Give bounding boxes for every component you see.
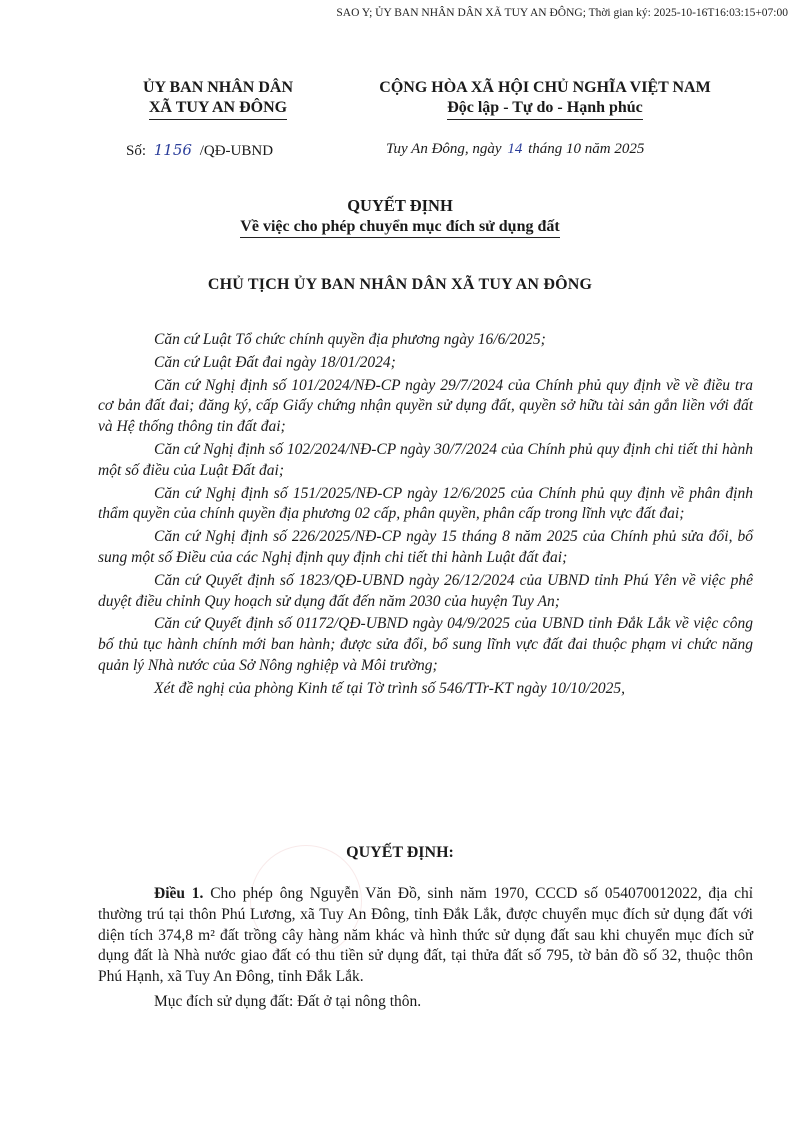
- document-number-suffix: /QĐ-UBND: [199, 143, 274, 159]
- document-subtitle: [0, 218, 800, 238]
- basis-item: Căn cứ Nghị định số 102/2024/NĐ-CP ngày 30/7/2024 của Chính phủ quy định chi tiết thi hành một số điều của Luật Đất đai;: [98, 440, 753, 479]
- org-line-2: XÃ TUY AN ĐÔNG: [149, 98, 287, 120]
- date-prefix: Tuy An Đông, ngày: [386, 141, 502, 157]
- article-1: [98, 884, 753, 1017]
- article-1-purpose: Mục đích sử dụng đất: Đất ở tại nông thôn.: [154, 992, 422, 1010]
- decision-heading: QUYẾT ĐỊNH:: [346, 844, 454, 861]
- org-line-1: ỦY BAN NHÂN DÂN: [142, 79, 294, 96]
- article-1-text: Cho phép ông Nguyễn Văn Đồ, sinh năm 1970, CCCD số 054070012022, địa chỉ thường trú tại thôn Phú Lương, xã Tuy An Đông, tỉnh Đắk Lắk, được chuyển mục đích sử dụng đất với diện tích 374,8 m² đất trồng cây hàng năm khác và hình thức sử dụng đất sau khi chuyển mục đích sử dụng đất là Nhà nước giao đất có thu tiền sử dụng đất, tại thửa đất số 795, tờ bản đồ số 32, thuộc thôn Phú Hạnh, xã Tuy An Đông, tỉnh Đắk Lắk.: [98, 885, 754, 986]
- document-date: [386, 141, 644, 158]
- basis-item: Căn cứ Nghị định số 101/2024/NĐ-CP ngày 29/7/2024 của Chính phủ quy định về về điều tra cơ bản đất đai; đăng ký, cấp Giấy chứng nhận quyền sử dụng đất, quyền sở hữu tài sản gắn liền với đất và Hệ thống thông tin đất đai;: [98, 376, 753, 436]
- article-1-label: Điều 1.: [154, 885, 204, 902]
- national-motto: [335, 78, 755, 120]
- subtitle-text: Về việc cho phép chuyển mục đích sử dụng đất: [240, 218, 559, 238]
- issuer-authority: CHỦ TỊCH ỦY BAN NHÂN DÂN XÃ TUY AN ĐÔNG: [207, 276, 593, 293]
- date-suffix: tháng 10 năm 2025: [528, 141, 645, 157]
- issuing-organization: [118, 78, 318, 120]
- nation-name: CỘNG HÒA XÃ HỘI CHỦ NGHĨA VIỆT NAM: [379, 79, 711, 96]
- basis-item: Căn cứ Nghị định số 226/2025/NĐ-CP ngày 15 tháng 8 năm 2025 của Chính phủ sửa đổi, bổ sung một số Điều của các Nghị định quy định chi tiết thi hành Luật đất đai;: [98, 528, 753, 566]
- digital-signature-stamp: SAO Y; ỦY BAN NHÂN DÂN XÃ TUY AN ĐÔNG; Thời gian ký: 2025-10-16T16:03:15+07:00: [336, 7, 788, 19]
- legal-basis: [98, 330, 753, 702]
- motto: Độc lập - Tự do - Hạnh phúc: [447, 98, 643, 120]
- document-number: [126, 141, 273, 160]
- basis-item: Căn cứ Luật Đất đai ngày 18/01/2024;: [154, 353, 396, 371]
- basis-item: Căn cứ Quyết định số 1823/QĐ-UBND ngày 26/12/2024 của UBND tỉnh Phú Yên về việc phê duyệt điều chỉnh Quy hoạch sử dụng đất đến năm 2030 của huyện Tuy An;: [98, 571, 753, 610]
- basis-item: Căn cứ Luật Tổ chức chính quyền địa phương ngày 16/6/2025;: [154, 331, 546, 348]
- basis-item: Xét đề nghị của phòng Kinh tế tại Tờ trình số 546/TTr-KT ngày 10/10/2025,: [154, 679, 625, 697]
- document-number-handwritten: 1156: [153, 141, 192, 159]
- document-number-prefix: Số:: [126, 143, 147, 159]
- date-day-handwritten: 14: [507, 141, 523, 157]
- basis-item: Căn cứ Quyết định số 01172/QĐ-UBND ngày 04/9/2025 của UBND tỉnh Đắk Lắk về việc công bố thủ tục hành chính mới ban hành; được sửa đổi, bổ sung lĩnh vực đất đai thuộc phạm vi chức năng quản lý Nhà nước của Sở Nông nghiệp và Môi trường;: [98, 615, 753, 674]
- basis-item: Căn cứ Nghị định số 151/2025/NĐ-CP ngày 12/6/2025 của Chính phủ quy định về phân định thẩm quyền của chính quyền địa phương 02 cấp, phân quyền, phân cấp trong lĩnh vực đất đai;: [98, 484, 753, 523]
- article-1-body: [98, 884, 753, 988]
- document-title: QUYẾT ĐỊNH: [347, 196, 453, 215]
